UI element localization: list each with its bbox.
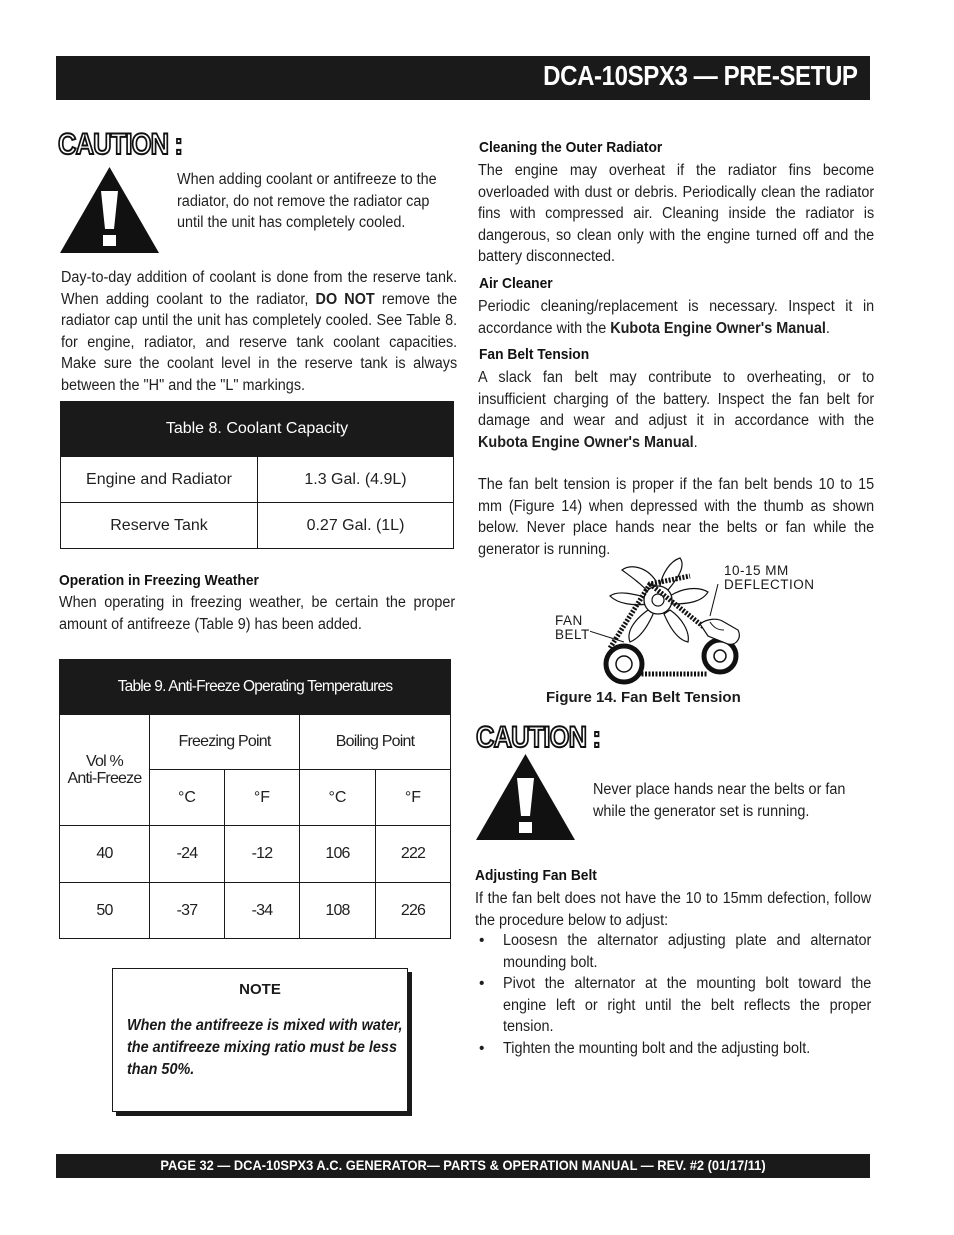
warning-icon xyxy=(58,165,161,255)
table-row xyxy=(61,457,454,503)
table-cell: 222 xyxy=(376,826,451,883)
table-row xyxy=(60,883,451,939)
deflection-label: 10-15 MM DEFLECTION xyxy=(724,563,815,592)
adjust-intro: If the fan belt does not have the 10 to 15mm defection, follow the procedure below to adjust: xyxy=(475,890,872,929)
adjust-steps-list xyxy=(476,930,872,1059)
air-cleaner-paragraph: Periodic cleaning/replacement is necessary. Inspect it in accordance with the Kubota Engine Owner's Manual. xyxy=(478,298,875,337)
section-heading: Fan Belt Tension xyxy=(479,346,590,363)
header-bar xyxy=(56,56,870,100)
table-header: Freezing Point xyxy=(150,715,300,770)
table-title: Table 9. Anti-Freeze Operating Temperatures xyxy=(60,660,451,715)
antifreeze-table xyxy=(59,659,451,939)
footer-bar xyxy=(56,1154,870,1178)
radiator-paragraph: The engine may overheat if the radiator fins become overloaded with dust or debris. Periodically clean the radiator fins with compressed air. Cleaning inside the radiator is dangerous, so clean only with the engine turned off and the battery disconnected. xyxy=(478,162,875,265)
note-title: NOTE xyxy=(239,981,281,998)
table-cell: 0.27 Gal. (1L) xyxy=(258,503,454,549)
caution-heading: CAUTION : xyxy=(476,721,601,754)
table-cell: -37 xyxy=(150,883,225,939)
coolant-capacity-table xyxy=(60,401,454,549)
table-cell: Reserve Tank xyxy=(61,503,258,549)
table-header: °F xyxy=(225,770,300,826)
fan-belt-label: FAN BELT xyxy=(555,613,590,642)
table-row xyxy=(61,503,454,549)
coolant-paragraph: Day-to-day addition of coolant is done from the reserve tank. When adding coolant to the radiator, DO NOT remove the radiator cap until the unit has completely cooled. See Table 8. for engine, radiator, and reserve tank coolant capacities. Make sure the coolant level in the reserve tank is always between the "H" and the "L" markings. xyxy=(61,269,458,394)
table-cell: -24 xyxy=(150,826,225,883)
caution-text: Never place hands near the belts or fan while the generator set is running. xyxy=(593,781,846,820)
table-header: °C xyxy=(150,770,225,826)
table-cell: 106 xyxy=(300,826,376,883)
table-cell: 108 xyxy=(300,883,376,939)
table-cell: 1.3 Gal. (4.9L) xyxy=(258,457,454,503)
table-header: °F xyxy=(376,770,451,826)
section-heading: Air Cleaner xyxy=(479,275,553,292)
table-cell: Engine and Radiator xyxy=(61,457,258,503)
fan-belt-tension-paragraph: The fan belt tension is proper if the fan belt bends 10 to 15 mm (Figure 14) when depressed with the thumb as shown below. Never place hands near the belts or fan while the generator is running. xyxy=(478,476,875,558)
page-title: DCA-10SPX3 — PRE-SETUP xyxy=(543,60,858,91)
table-cell: -34 xyxy=(225,883,300,939)
section-heading: Operation in Freezing Weather xyxy=(59,572,259,589)
table-title: Table 8. Coolant Capacity xyxy=(61,402,454,457)
table-header: °C xyxy=(300,770,376,826)
list-item: • Pivot the alternator at the mounting bolt toward the engine left or right until the belt reflects the proper tension. xyxy=(479,975,872,1035)
caution-heading: CAUTION : xyxy=(58,128,183,161)
table-cell: 50 xyxy=(60,883,150,939)
figure-caption: Figure 14. Fan Belt Tension xyxy=(546,689,741,706)
table-header: Boiling Point xyxy=(300,715,451,770)
freezing-paragraph: When operating in freezing weather, be certain the proper amount of antifreeze (Table 9) has been added. xyxy=(59,594,456,633)
table-cell: -12 xyxy=(225,826,300,883)
section-heading: Cleaning the Outer Radiator xyxy=(479,139,663,156)
list-item: • Tighten the mounting bolt and the adjusting bolt. xyxy=(479,1039,811,1057)
table-cell: 40 xyxy=(60,826,150,883)
list-item: • Loosesn the alternator adjusting plate and alternator mounding bolt. xyxy=(479,932,872,971)
fan-belt-paragraph: A slack fan belt may contribute to overheating, or to insufficient charging of the battery. Inspect the fan belt for damage and wear and adjust it in accordance with the Kubota Engine Owner's Manual. xyxy=(478,369,875,451)
table-row xyxy=(60,826,451,883)
warning-icon xyxy=(474,752,577,842)
table-header: Vol % Anti-Freeze xyxy=(60,715,150,826)
note-text: When the antifreeze is mixed with water, the antifreeze mixing ratio must be less than 50%. xyxy=(127,1017,403,1078)
caution-text: When adding coolant or antifreeze to the radiator, do not remove the radiator cap until the unit has completely cooled. xyxy=(177,171,437,231)
footer-text: PAGE 32 — DCA-10SPX3 A.C. GENERATOR— PARTS & OPERATION MANUAL — REV. #2 (01/17/11) xyxy=(160,1157,766,1173)
note-box xyxy=(112,968,408,1112)
table-cell: 226 xyxy=(376,883,451,939)
section-heading: Adjusting Fan Belt xyxy=(475,867,597,884)
